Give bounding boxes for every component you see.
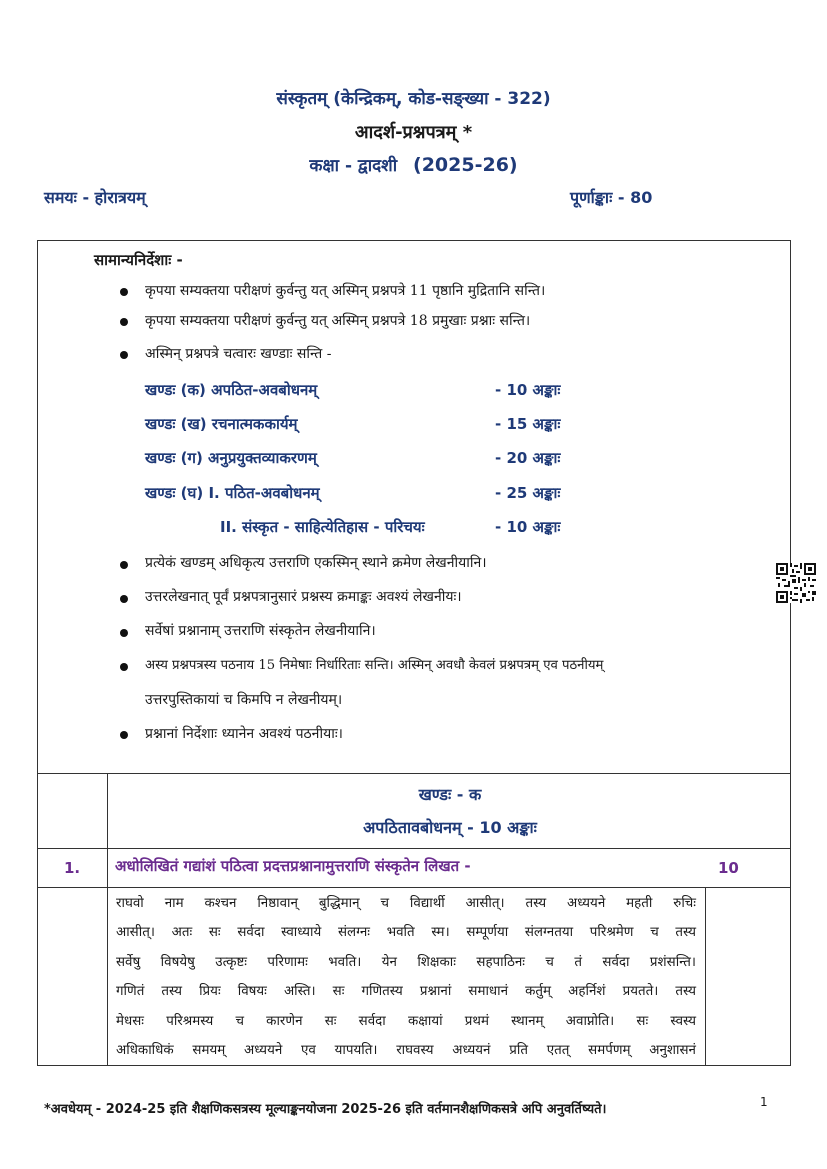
passage-line: आसीत्। अतः सः सर्वदा स्वाध्याये संलग्नः भवति स्म। सम्पूर्णया संलग्नतया परिश्रमेण च तस्य (116, 925, 696, 940)
class-line (0, 153, 827, 176)
divider (705, 887, 706, 1066)
bullet-icon (120, 318, 128, 326)
instruction-item-continued: उत्तरपुस्तिकायां च किमपि न लेखनीयम्। (145, 692, 343, 708)
section-title: खण्डः - क (418, 785, 482, 804)
subject-title: संस्कृतम् (केन्द्रिकम्, कोड-सङ्ख्या - 322) (276, 89, 551, 109)
instruction-item: अस्मिन् प्रश्नपत्रे चत्वारः खण्डाः सन्ति - (145, 346, 332, 362)
divider (37, 773, 791, 774)
passage-line: अधिकाधिकं समयम् अध्ययने एव यापयति। राघवस्य अध्ययनं प्रति एतत् समर्पणम् अनुशासनं (116, 1043, 696, 1058)
class-label: कक्षा - द्वादशी (309, 156, 398, 176)
divider (37, 887, 791, 888)
bullet-icon (120, 351, 128, 359)
bullet-icon (120, 288, 128, 296)
bullet-icon (120, 629, 128, 637)
instruction-item: सर्वेषां प्रश्नानाम् उत्तराणि संस्कृतेन लेखनीयानि। (145, 623, 376, 639)
time-allowed: समयः - होरात्रयम् (44, 188, 146, 207)
divider (107, 773, 108, 1066)
question-number: 1. (64, 859, 81, 877)
instructions-table (37, 240, 791, 1066)
section-marks: - 20 अङ्काः (495, 449, 561, 467)
instruction-item: कृपया सम्यक्तया परीक्षणं कुर्वन्तु यत् अस्मिन् प्रश्नपत्रे 11 पृष्ठानि मुद्रितानि सन्ति। (145, 283, 546, 299)
section-marks: - 10 अङ्काः (495, 381, 561, 399)
section-marks: - 15 अङ्काः (495, 415, 561, 433)
passage-line: राघवो नाम कश्चन निष्ठावान् बुद्धिमान् च विद्यार्थी आसीत्। तस्य अध्ययने महती रुचिः (116, 896, 696, 911)
section-name: खण्डः (घ) I. पठित-अवबोधनम् (145, 484, 320, 502)
section-name: II. संस्कृत - साहित्येतिहास - परिचयः (220, 518, 425, 536)
bullet-icon (120, 561, 128, 569)
section-marks: - 25 अङ्काः (495, 484, 561, 502)
passage-line: सर्वेषु विषयेषु उत्कृष्टः परिणामः भवति। येन शिक्षकाः सहपाठिनः च तं सर्वदा प्रशंसन्ति। (116, 955, 696, 970)
instruction-item: प्रश्नानां निर्देशाः ध्यानेन अवश्यं पठनीयाः। (145, 726, 343, 742)
instruction-item: उत्तरलेखनात् पूर्वं प्रश्नपत्रानुसारं प्रश्नस्य क्रमाङ्कः अवश्यं लेखनीयः। (145, 589, 462, 605)
page-number: 1 (760, 1095, 768, 1109)
instruction-item: प्रत्येकं खण्डम् अधिकृत्य उत्तराणि एकस्मिन् स्थाने क्रमेण लेखनीयानि। (145, 555, 487, 571)
session-year: (2025-26) (413, 154, 518, 176)
section-name: खण्डः (ग) अनुप्रयुक्तव्याकरणम् (145, 449, 317, 467)
footnote: *अवधेयम् - 2024-25 इति शैक्षणिकसत्रस्य मूल्याङ्कनयोजना 2025-26 इति वर्तमानशैक्षणिकसत्रे अपि अनुवर्तिष्यते। (44, 1102, 607, 1117)
passage-line: गणितं तस्य प्रियः विषयः अस्ति। सः गणितस्य प्रश्नानां समाधानं कर्तुम् अहर्निशं प्रयतते। तस्य (116, 984, 696, 999)
divider (37, 848, 791, 849)
question-text: अधोलिखितं गद्यांशं पठित्वा प्रदत्तप्रश्नानामुत्तराणि संस्कृतेन लिखत - (115, 857, 471, 875)
question-marks: 10 (718, 859, 739, 877)
paper-title: आदर्श-प्रश्नपत्रम् * (354, 122, 473, 143)
bullet-icon (120, 731, 128, 739)
qr-code-icon (776, 563, 816, 603)
bullet-icon (120, 663, 128, 671)
instruction-item: कृपया सम्यक्तया परीक्षणं कुर्वन्तु यत् अस्मिन् प्रश्नपत्रे 18 प्रमुखाः प्रश्नाः सन्ति। (145, 313, 531, 329)
bullet-icon (120, 595, 128, 603)
section-marks: - 10 अङ्काः (495, 518, 561, 536)
passage-line: मेधसः परिश्रमस्य च कारणेन सः सर्वदा कक्षायां प्रथमं स्थानम् अवाप्नोति। सः स्वस्य (116, 1014, 696, 1029)
full-marks: पूर्णाङ्काः - 80 (570, 188, 653, 207)
section-name: खण्डः (क) अपठित-अवबोधनम् (145, 381, 318, 399)
section-name: खण्डः (ख) रचनात्मककार्यम् (145, 415, 298, 433)
section-subtitle: अपठितावबोधनम् - 10 अङ्काः (363, 818, 537, 837)
instructions-title: सामान्यनिर्देशाः - (94, 251, 183, 269)
instruction-item: अस्य प्रश्नपत्रस्य पठनाय 15 निमेषाः निर्धारिताः सन्ति। अस्मिन् अवधौ केवलं प्रश्नपत्रम् एव पठनीयम् (145, 658, 604, 673)
